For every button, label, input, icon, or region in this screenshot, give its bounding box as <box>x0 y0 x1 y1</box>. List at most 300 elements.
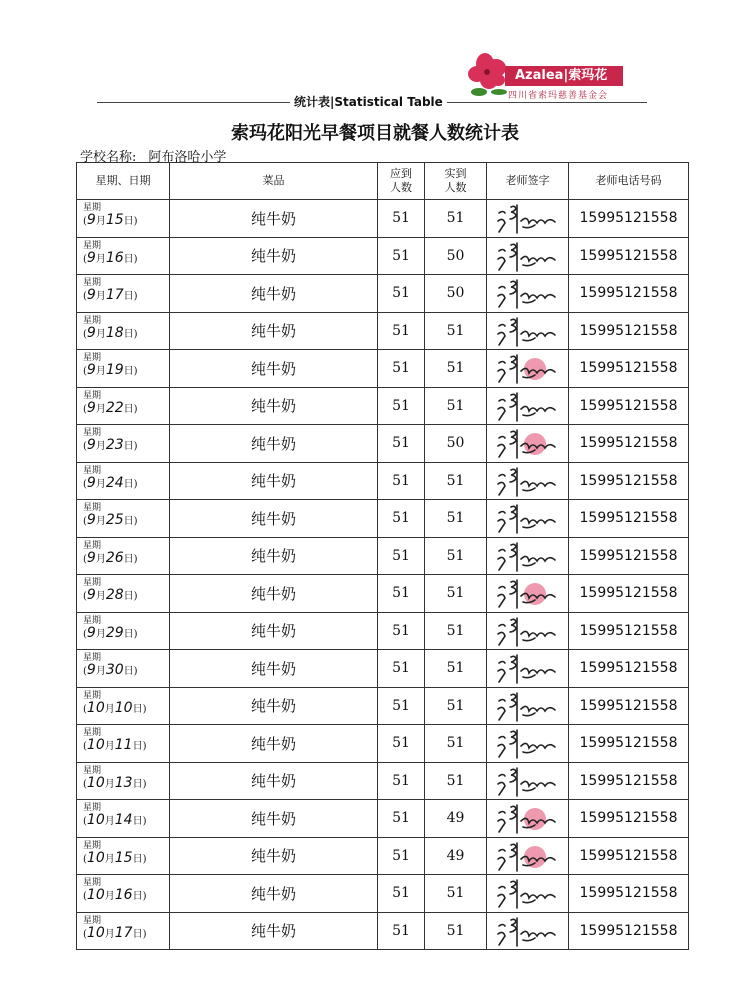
date-value <box>83 289 169 303</box>
handwritten-signature <box>495 841 561 873</box>
weekday-label: 星期 <box>83 653 102 663</box>
day-char: 日 <box>123 478 134 490</box>
day-char: 日 <box>123 403 134 415</box>
handwritten-signature <box>495 241 561 273</box>
month-handwritten: 9 <box>86 662 96 678</box>
date-open: ( <box>83 516 87 527</box>
actual-count: 51 <box>425 350 487 388</box>
day-char: 日 <box>123 666 134 677</box>
expected-count: 51 <box>378 837 425 875</box>
weekday-label: 星期 <box>83 690 102 701</box>
date-open: ( <box>83 816 87 827</box>
food-cell: 纯牛奶 <box>170 837 378 875</box>
month-char: 月 <box>95 553 106 565</box>
actual-count: 51 <box>425 612 487 650</box>
handwritten-signature <box>495 766 561 798</box>
signature-cell <box>487 875 569 913</box>
date-close: ) <box>133 666 138 677</box>
handwritten-signature <box>495 616 561 648</box>
handwritten-signature <box>495 878 561 910</box>
food-cell: 纯牛奶 <box>170 650 378 688</box>
brand-name-bar: Azalea|索玛花 <box>505 66 623 86</box>
date-open: ( <box>83 366 87 377</box>
food-cell: 纯牛奶 <box>170 612 378 650</box>
day-char: 日 <box>123 366 134 377</box>
signature-cell <box>487 537 569 575</box>
date-open: ( <box>83 403 87 415</box>
food-cell: 纯牛奶 <box>170 200 378 238</box>
weekday-label: 星期 <box>83 728 102 738</box>
expected-count: 51 <box>378 762 425 800</box>
weekday-label: 星期 <box>83 278 102 288</box>
weekday-label: 星期 <box>83 353 102 363</box>
weekday-label: 星期 <box>83 840 102 851</box>
date-cell <box>77 462 170 500</box>
table-row <box>77 462 689 500</box>
day-handwritten: 23 <box>105 437 124 453</box>
page-title: 索玛花阳光早餐项目就餐人数统计表 <box>231 123 519 144</box>
date-close: ) <box>133 591 138 602</box>
actual-count: 51 <box>425 762 487 800</box>
day-handwritten: 11 <box>114 737 133 753</box>
signature-cell <box>487 500 569 538</box>
expected-count: 51 <box>378 275 425 313</box>
date-open: ( <box>83 778 87 790</box>
date-value <box>83 774 169 791</box>
date-close: ) <box>133 553 138 565</box>
day-handwritten: 14 <box>114 812 133 828</box>
day-handwritten: 15 <box>105 212 124 228</box>
expected-count: 51 <box>378 387 425 425</box>
date-cell <box>77 575 170 613</box>
month-handwritten: 10 <box>86 849 105 866</box>
month-char: 月 <box>104 928 115 940</box>
phone-cell: 15995121558 <box>569 875 689 913</box>
day-handwritten: 28 <box>105 587 124 603</box>
signature-cell <box>487 425 569 463</box>
day-handwritten: 30 <box>105 662 124 678</box>
actual-count: 51 <box>425 650 487 688</box>
food-cell: 纯牛奶 <box>170 800 378 838</box>
actual-count: 51 <box>425 387 487 425</box>
date-cell <box>77 387 170 425</box>
date-open: ( <box>83 891 87 902</box>
day-handwritten: 17 <box>114 924 133 941</box>
date-value <box>83 739 169 753</box>
actual-count: 51 <box>425 875 487 913</box>
school-label: 学校名称: <box>80 150 137 165</box>
actual-line1: 实到 <box>444 167 467 180</box>
table-row <box>77 350 689 388</box>
expected-count: 51 <box>378 425 425 463</box>
day-char: 日 <box>123 516 134 527</box>
phone-cell: 15995121558 <box>569 350 689 388</box>
expected-count: 51 <box>378 650 425 688</box>
handwritten-signature <box>495 203 561 235</box>
food-cell: 纯牛奶 <box>170 687 378 725</box>
month-handwritten: 9 <box>86 624 96 641</box>
day-char: 日 <box>123 253 134 265</box>
signature-cell <box>487 387 569 425</box>
month-char: 月 <box>95 591 106 602</box>
actual-count: 51 <box>425 725 487 763</box>
date-cell <box>77 762 170 800</box>
phone-cell: 15995121558 <box>569 387 689 425</box>
date-close: ) <box>142 928 147 940</box>
expected-count: 51 <box>378 312 425 350</box>
date-cell <box>77 875 170 913</box>
date-close: ) <box>133 628 138 640</box>
food-cell: 纯牛奶 <box>170 537 378 575</box>
month-handwritten: 9 <box>86 212 96 228</box>
weekday-label: 星期 <box>83 540 102 551</box>
date-open: ( <box>83 853 87 865</box>
food-cell: 纯牛奶 <box>170 500 378 538</box>
day-handwritten: 18 <box>105 324 124 341</box>
date-close: ) <box>133 366 138 377</box>
handwritten-signature <box>495 691 561 723</box>
weekday-label: 星期 <box>83 615 102 626</box>
handwritten-signature <box>495 503 561 535</box>
date-close: ) <box>133 328 138 340</box>
day-char: 日 <box>132 853 143 865</box>
expected-count: 51 <box>378 462 425 500</box>
food-cell: 纯牛奶 <box>170 275 378 313</box>
month-char: 月 <box>104 778 115 790</box>
date-value <box>83 814 169 828</box>
signature-cell <box>487 687 569 725</box>
table-body <box>77 200 689 950</box>
month-handwritten: 9 <box>86 512 96 528</box>
day-handwritten: 26 <box>105 549 124 566</box>
day-handwritten: 17 <box>105 287 124 303</box>
actual-count: 51 <box>425 687 487 725</box>
date-value <box>83 214 169 228</box>
table-row <box>77 875 689 913</box>
expected-line2: 人数 <box>390 181 412 194</box>
phone-cell: 15995121558 <box>569 275 689 313</box>
weekday-label: 星期 <box>83 428 102 438</box>
table-row <box>77 912 689 950</box>
phone-cell: 15995121558 <box>569 200 689 238</box>
day-char: 日 <box>123 216 134 227</box>
date-cell <box>77 312 170 350</box>
month-handwritten: 10 <box>86 924 105 941</box>
handwritten-signature <box>495 353 561 385</box>
date-cell <box>77 687 170 725</box>
phone-cell: 15995121558 <box>569 650 689 688</box>
date-close: ) <box>133 441 138 452</box>
handwritten-signature <box>495 316 561 348</box>
month-char: 月 <box>95 328 106 340</box>
day-handwritten: 16 <box>105 249 124 266</box>
col-header-food: 菜品 <box>170 163 378 200</box>
phone-cell: 15995121558 <box>569 462 689 500</box>
phone-cell: 15995121558 <box>569 762 689 800</box>
expected-count: 51 <box>378 875 425 913</box>
month-handwritten: 9 <box>86 587 96 603</box>
food-cell: 纯牛奶 <box>170 387 378 425</box>
day-handwritten: 15 <box>114 849 133 866</box>
day-handwritten: 16 <box>114 887 133 903</box>
school-name: 阿布洛哈小学 <box>148 150 227 165</box>
table-row <box>77 725 689 763</box>
actual-line2: 人数 <box>444 181 467 194</box>
month-char: 月 <box>104 816 115 827</box>
date-open: ( <box>83 741 87 752</box>
day-handwritten: 24 <box>105 474 124 491</box>
table-row <box>77 762 689 800</box>
day-handwritten: 10 <box>114 699 133 716</box>
food-cell: 纯牛奶 <box>170 237 378 275</box>
expected-line1: 应到 <box>390 167 412 180</box>
month-char: 月 <box>95 666 106 677</box>
handwritten-signature <box>495 391 561 423</box>
phone-cell: 15995121558 <box>569 837 689 875</box>
phone-cell: 15995121558 <box>569 537 689 575</box>
weekday-label: 星期 <box>83 915 102 926</box>
date-value <box>83 514 169 528</box>
signature-cell <box>487 312 569 350</box>
weekday-label: 星期 <box>83 465 102 476</box>
month-handwritten: 9 <box>86 474 96 491</box>
date-open: ( <box>83 628 87 640</box>
signature-cell <box>487 800 569 838</box>
day-char: 日 <box>132 816 143 827</box>
month-char: 月 <box>104 853 115 865</box>
date-cell <box>77 237 170 275</box>
month-handwritten: 9 <box>86 399 96 416</box>
table-row <box>77 650 689 688</box>
signature-cell <box>487 725 569 763</box>
date-close: ) <box>133 253 138 265</box>
col-header-actual <box>425 163 487 200</box>
date-cell <box>77 500 170 538</box>
table-row <box>77 537 689 575</box>
handwritten-signature <box>495 728 561 760</box>
expected-count: 51 <box>378 200 425 238</box>
handwritten-signature <box>495 916 561 948</box>
food-cell: 纯牛奶 <box>170 912 378 950</box>
date-close: ) <box>142 703 147 715</box>
day-handwritten: 19 <box>105 362 124 378</box>
signature-cell <box>487 575 569 613</box>
date-value <box>83 324 169 341</box>
expected-count: 51 <box>378 612 425 650</box>
actual-count: 50 <box>425 237 487 275</box>
date-cell <box>77 650 170 688</box>
day-char: 日 <box>123 441 134 452</box>
month-handwritten: 10 <box>86 812 105 828</box>
col-header-date: 星期、日期 <box>77 163 170 200</box>
table-header-row <box>77 163 689 200</box>
date-cell <box>77 800 170 838</box>
handwritten-signature <box>495 541 561 573</box>
date-value <box>83 549 169 566</box>
phone-cell: 15995121558 <box>569 312 689 350</box>
signature-cell <box>487 612 569 650</box>
actual-count: 49 <box>425 800 487 838</box>
day-char: 日 <box>123 291 134 302</box>
day-char: 日 <box>132 891 143 902</box>
weekday-label: 星期 <box>83 803 102 813</box>
date-close: ) <box>142 816 147 827</box>
date-open: ( <box>83 441 87 452</box>
phone-cell: 15995121558 <box>569 237 689 275</box>
date-close: ) <box>142 891 147 902</box>
day-char: 日 <box>132 778 143 790</box>
expected-count: 51 <box>378 237 425 275</box>
month-handwritten: 10 <box>86 737 105 753</box>
section-tag: 统计表|Statistical Table <box>290 93 447 110</box>
date-close: ) <box>133 403 138 415</box>
phone-cell: 15995121558 <box>569 612 689 650</box>
date-open: ( <box>83 216 87 227</box>
attendance-table <box>76 162 689 950</box>
month-char: 月 <box>95 441 106 452</box>
day-char: 日 <box>123 328 134 340</box>
month-handwritten: 9 <box>86 249 96 266</box>
food-cell: 纯牛奶 <box>170 762 378 800</box>
date-open: ( <box>83 703 87 715</box>
actual-count: 51 <box>425 500 487 538</box>
signature-cell <box>487 837 569 875</box>
table-row <box>77 800 689 838</box>
table-row <box>77 612 689 650</box>
month-handwritten: 10 <box>86 774 105 791</box>
month-char: 月 <box>95 628 106 640</box>
month-char: 月 <box>95 478 106 490</box>
signature-cell <box>487 200 569 238</box>
month-char: 月 <box>95 216 106 227</box>
date-close: ) <box>133 478 138 490</box>
date-value <box>83 474 169 491</box>
table-row <box>77 387 689 425</box>
day-char: 日 <box>132 703 143 715</box>
table-row <box>77 837 689 875</box>
day-handwritten: 25 <box>105 512 124 528</box>
table-row <box>77 687 689 725</box>
col-header-phone: 老师电话号码 <box>569 163 689 200</box>
signature-cell <box>487 912 569 950</box>
weekday-label: 星期 <box>83 390 102 401</box>
date-open: ( <box>83 253 87 265</box>
phone-cell: 15995121558 <box>569 800 689 838</box>
date-open: ( <box>83 291 87 302</box>
date-value <box>83 589 169 603</box>
month-handwritten: 9 <box>86 437 96 453</box>
handwritten-signature <box>495 466 561 498</box>
date-value <box>83 624 169 641</box>
foundation-name: 四川省索玛慈善基金会 <box>508 91 609 101</box>
actual-count: 51 <box>425 462 487 500</box>
weekday-label: 星期 <box>83 578 102 588</box>
month-char: 月 <box>95 366 106 377</box>
signature-cell <box>487 237 569 275</box>
date-cell <box>77 200 170 238</box>
signature-cell <box>487 462 569 500</box>
month-char: 月 <box>104 891 115 902</box>
actual-count: 51 <box>425 200 487 238</box>
day-char: 日 <box>123 628 134 640</box>
handwritten-signature <box>495 428 561 460</box>
table-row <box>77 200 689 238</box>
handwritten-signature <box>495 578 561 610</box>
day-char: 日 <box>132 928 143 940</box>
date-value <box>83 439 169 453</box>
actual-count: 51 <box>425 912 487 950</box>
actual-count: 51 <box>425 537 487 575</box>
expected-count: 51 <box>378 800 425 838</box>
phone-cell: 15995121558 <box>569 912 689 950</box>
food-cell: 纯牛奶 <box>170 875 378 913</box>
weekday-label: 星期 <box>83 203 102 213</box>
date-open: ( <box>83 928 87 940</box>
weekday-label: 星期 <box>83 503 102 513</box>
month-char: 月 <box>95 403 106 415</box>
day-char: 日 <box>123 591 134 602</box>
phone-cell: 15995121558 <box>569 575 689 613</box>
weekday-label: 星期 <box>83 765 102 776</box>
table-row <box>77 237 689 275</box>
date-open: ( <box>83 478 87 490</box>
expected-count: 51 <box>378 575 425 613</box>
day-char: 日 <box>132 741 143 752</box>
table-row <box>77 312 689 350</box>
weekday-label: 星期 <box>83 878 102 888</box>
day-handwritten: 29 <box>105 624 124 641</box>
date-cell <box>77 612 170 650</box>
actual-count: 50 <box>425 275 487 313</box>
actual-count: 51 <box>425 312 487 350</box>
col-header-expected <box>378 163 425 200</box>
date-close: ) <box>142 853 147 865</box>
date-value <box>83 699 169 716</box>
month-char: 月 <box>104 703 115 715</box>
expected-count: 51 <box>378 350 425 388</box>
weekday-label: 星期 <box>83 315 102 326</box>
food-cell: 纯牛奶 <box>170 350 378 388</box>
month-handwritten: 9 <box>86 324 96 341</box>
date-cell <box>77 275 170 313</box>
date-value <box>83 924 169 941</box>
actual-count: 49 <box>425 837 487 875</box>
handwritten-signature <box>495 803 561 835</box>
date-cell <box>77 350 170 388</box>
handwritten-signature <box>495 653 561 685</box>
month-char: 月 <box>104 741 115 752</box>
date-cell <box>77 537 170 575</box>
day-char: 日 <box>123 553 134 565</box>
table-row <box>77 575 689 613</box>
date-cell <box>77 912 170 950</box>
table-row <box>77 275 689 313</box>
actual-count: 50 <box>425 425 487 463</box>
table-row <box>77 425 689 463</box>
expected-count: 51 <box>378 687 425 725</box>
phone-cell: 15995121558 <box>569 725 689 763</box>
actual-count: 51 <box>425 575 487 613</box>
day-handwritten: 22 <box>105 399 124 416</box>
date-cell <box>77 725 170 763</box>
date-open: ( <box>83 553 87 565</box>
month-handwritten: 9 <box>86 287 96 303</box>
food-cell: 纯牛奶 <box>170 462 378 500</box>
weekday-label: 星期 <box>83 240 102 251</box>
day-handwritten: 13 <box>114 774 133 791</box>
phone-cell: 15995121558 <box>569 500 689 538</box>
expected-count: 51 <box>378 725 425 763</box>
